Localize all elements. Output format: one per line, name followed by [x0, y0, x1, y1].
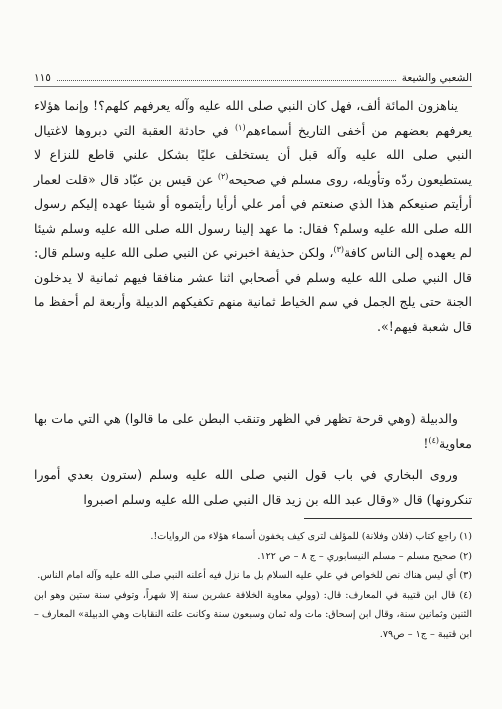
paragraph-2-text: والدبيلة (وهي قرحة تظهر في الظهر وتنقب البطن على ما قالوا) هي التي مات بها معاوية [34, 411, 472, 451]
paragraph-3 [34, 463, 472, 512]
footnote-ref-4[interactable]: (٤) [428, 435, 439, 445]
page-number: ١١٥ [34, 72, 51, 84]
paragraph-1-text-d: ، ولكن حذيفة اخبرني عن النبي صلى الله عليه وسلم قال: قال النبي صلى الله عليه وسلم في أصحابي اثنا عشر منافقا فيهم ثمانية لا يدخلون الجنة حتى يلج الجمل في سم الخياط ثمانية منهم تكفيكهم الدبيلة وأربعة لم أحفظ ما قال شعبة فيهم!». [34, 245, 472, 334]
paragraph-1 [34, 94, 472, 339]
footnote-ref-2[interactable]: (٢) [217, 171, 229, 181]
header-dot-leader [57, 80, 396, 81]
footnote-1: (١) راجع كتاب (فلان وفلانة) للمؤلف لترى كيف يخفون أسماء هؤلاء من الروايات!. [150, 531, 472, 542]
header-rule [34, 86, 472, 87]
footnote-2: (٢) صحيح مسلم – مسلم النيسابوري – ج ٨ – ص ١٢٢. [257, 550, 472, 562]
paragraph-1-text-a: يناهزون المائة ألف، فهل كان النبي صلى الله عليه وآله يعرفهم كلهم؟! وإنما هؤلاء يعرفهم بعضهم من أخفى التاريخ أسماءهم [34, 98, 472, 138]
footnote-ref-3[interactable]: (٣) [333, 244, 344, 254]
running-title: الشعبي والشيعة [401, 72, 472, 84]
paragraph-2 [34, 407, 472, 456]
paragraph-2-end: ! [423, 435, 429, 451]
footnote-separator [304, 518, 472, 519]
paragraph-1-text-b: في حادثة العقبة التي دبروها لاغتيال النبي صلى الله عليه وآله قبل أن يستخلف عليًا بشكل علني قاطع للنزاع لا يستطيعون ردّه وتأويله، روى مسلم في صحيحه [34, 122, 472, 187]
footnote-ref-1[interactable]: (١) [235, 122, 246, 132]
running-header [34, 68, 472, 84]
footnotes [34, 527, 472, 645]
paragraph-1-text-c: عن قيس بن عبّاد قال «قلت لعمار أرأيتم صنيعكم هذا الذي صنعتم في أمر علي أرأيا رأيتموه أو شيئا عهده إليكم رسول الله صلى الله عليه وسلم؟ فقال: ما عهد إلينا رسول الله صلى الله عليه وسلم شيئا لم يعهده إلى الناس كافة [34, 171, 472, 260]
footnote-3: (٣) أي ليس هناك نص للخواص في علي عليه السلام بل ما نزل فيه أعلنه النبي صلى الله عليه وآله امام الناس. [37, 570, 472, 582]
footnote-4: (٤) قال ابن قتيبة في المعارف: قال: (وولي معاوية الخلافة عشرين سنة إلا شهراً، وتوفي سنة ستين وهو ابن الثنين وثمانين سنة، وقال ابن إسحاق: مات وله ثمان وسبعون سنة وكانت علته النقابات وهي الدبيلة» المعارف – ابن قتيبة – ج١ – ص٧٩. [34, 589, 472, 640]
paragraph-3-text: وروى البخاري في باب قول النبي صلى الله عليه وسلم (سترون بعدي أمورا تنكرونها) قال «وقال عبد الله بن زيد قال النبي صلى الله عليه وسلم اصبروا [34, 467, 472, 507]
